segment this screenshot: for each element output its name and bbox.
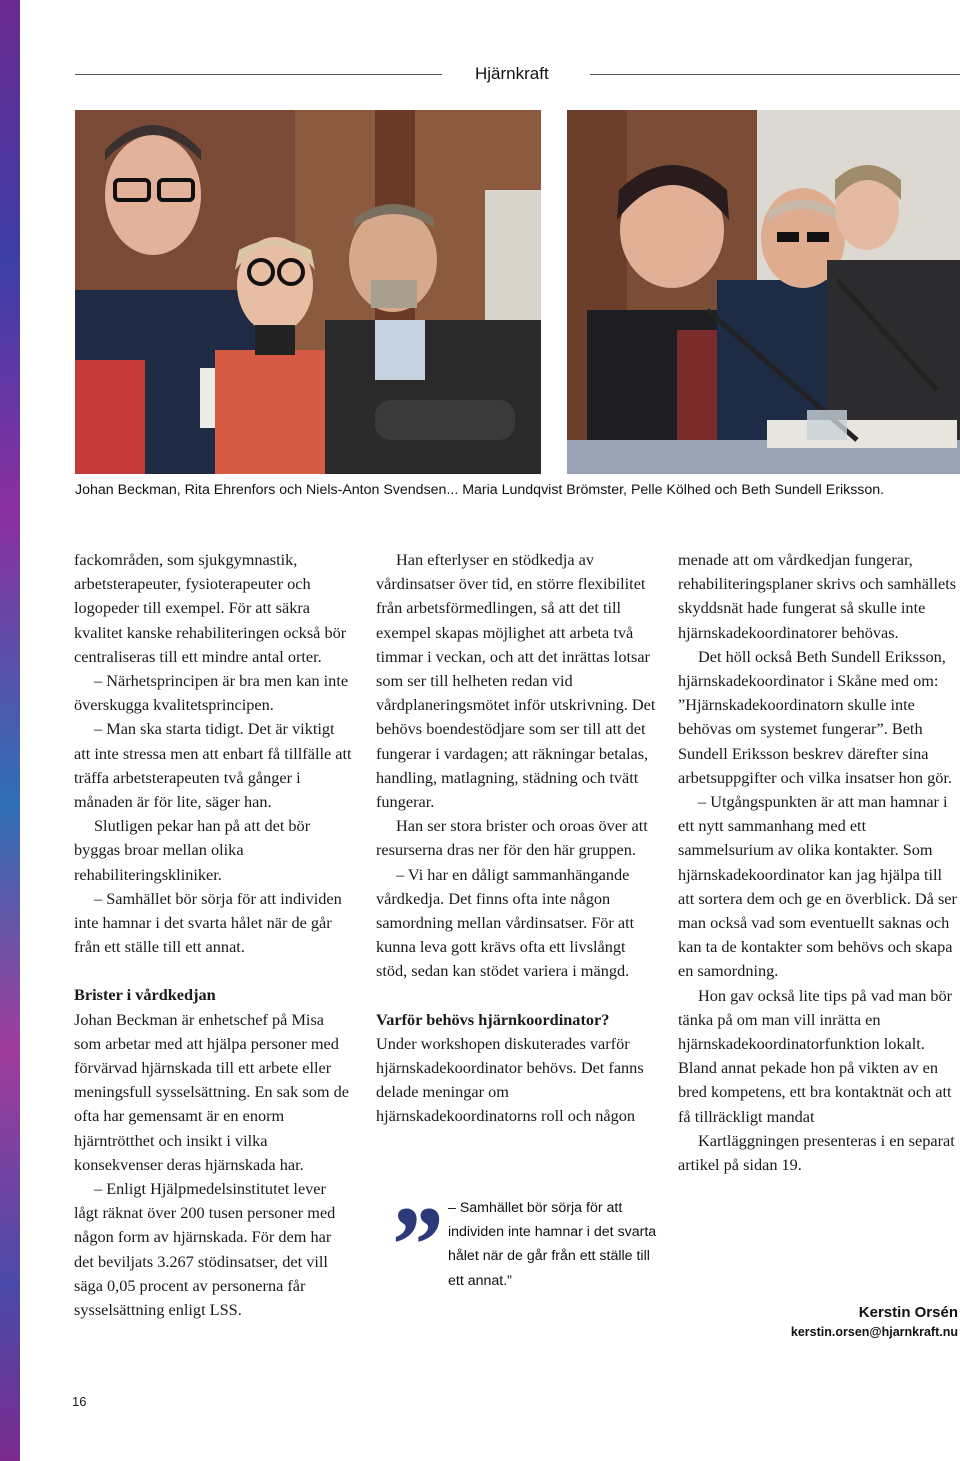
page-number: 16: [72, 1394, 87, 1409]
author-byline: [791, 1304, 958, 1339]
decorative-side-strip: [0, 0, 20, 1461]
photo-right-panel: [567, 110, 960, 474]
photo-caption: Johan Beckman, Rita Ehrenfors och Niels-Anton Svendsen... Maria Lundqvist Brömster, Pelle Kölhed och Beth Sundell Eriksson.: [75, 482, 885, 498]
author-email: kerstin.orsen@hjarnkraft.nu: [790, 1325, 958, 1339]
col3-paragraph: Det höll också Beth Sundell Eriksson, hjärnskadekoordinator i Skåne med om: ”Hjärnskadekoordinatorn skulle inte behövas om systemet fungerar”. Beth Sundell Eriksson beskrev därefter sina arbetsuppgifter och vilka insatser hon gör.: [678, 646, 952, 787]
col1-paragraph: Johan Beckman är enhetschef på Misa som arbetar med att hjälpa personer med förvärvad hjärnskada till ett arbete eller meningsfull sysselsättning. En sak som de ofta har gemensamt är en enorm hjärntrötthet och insikt i vilka konsekvenser deras hjärnskada har.: [74, 1009, 349, 1174]
col2-paragraph: Han ser stora brister och oroas över att resurserna dras ner för den här gruppen.: [376, 816, 648, 860]
photo-left-panel: [75, 110, 541, 474]
section-heading-brister: Brister i vårdkedjan: [74, 985, 216, 1005]
col1-quote-paragraph: – Enligt Hjälpmedelsinstitutet lever lågt räknat över 200 tusen personer med någon form av hjärnskada. För dem har det beviljats 3.267 stödinsatser, det vill säga 0,05 procent av personerna får sysselsättning enligt LSS.: [74, 1179, 336, 1320]
col3-paragraph: menade att om vårdkedjan fungerar, rehabiliteringsplaner skrivs och samhällets skyddsnät hade fungerat så skulle inte hjärnskadekoordinatorer behövas.: [678, 550, 957, 642]
article-column-3: [678, 548, 960, 1177]
quote-mark-icon: ”: [386, 1184, 441, 1306]
article-column-2: [376, 548, 658, 1129]
col2-quote-paragraph: – Vi har en dåligt sammanhängande vårdkedja. Det finns ofta inte någon samordning mellan vårdinsatser. För att kunna leva gott krävs ofta ett livslångt stöd, sedan kan stödet variera i mängd.: [376, 864, 635, 981]
article-column-1: [74, 548, 354, 1322]
header-rule-right: [590, 74, 960, 75]
col1-quote-paragraph: – Man ska starta tidigt. Det är viktigt att inte stressa men att enbart få tillfälle att träffa arbetsterapeuten två gånger i månaden är för lite, säger han.: [74, 719, 352, 812]
col2-paragraph: Han efterlyser en stödkedja av vårdinsatser över tid, en större flexibilitet från arbetsförmedlingen, så att det till exempel skapas möjlighet att arbeta två timmar i veckan, och att det inrättas lotsar som ser till helheten redan vid vårdplaneringsmötet inför utskrivning. Det behövs boendestödjare som ser till att det fungerar i vardagen; att räkningar betalas, handling, matlagning, städning och tvätt fungerar.: [376, 550, 656, 812]
magazine-title: Hjärnkraft: [475, 64, 549, 83]
col1-quote-paragraph: – Samhället bör sörja för att individen inte hamnar i det svarta hålet när de går från ett ställe till ett annat.: [74, 888, 342, 957]
col3-quote-paragraph: – Utgångspunkten är att man hamnar i ett nytt sammanhang med ett sammelsurium av olika kontakter. Som hjärnskadekoordinator kan jag hjälpa till att sortera dem och ge en överblick. Då ser man också vad som eventuellt saknas och kan ta de kontakter som behövs och skapa en samordning.: [678, 792, 957, 981]
col1-paragraph: fackområden, som sjukgymnastik, arbetsterapeuter, fysioterapeuter och logopeder till exempel. För att säkra kvalitet kanske rehabiliteringen också bör centraliseras till ett mindre antal orter.: [74, 550, 347, 666]
photo-left-image: [75, 110, 541, 474]
photo-right-image: [567, 110, 960, 474]
header-rule-left: [75, 74, 442, 75]
col1-paragraph: Slutligen pekar han på att det bör byggas broar mellan olika rehabiliteringskliniker.: [74, 816, 311, 884]
pull-quote: – Samhället bör sörja för att individen inte hamnar i det svarta hålet när de går från ett ställe till ett annat.”: [448, 1200, 657, 1289]
section-heading-varfor: Varför behövs hjärnkoordinator?: [376, 1009, 610, 1029]
col2-paragraph: Under workshopen diskuterades varför hjärnskadekoordinator behövs. Det fanns delade meningar om hjärnskadekoordinatorns roll och någon: [376, 1033, 644, 1126]
author-name: Kerstin Orsén: [858, 1304, 958, 1321]
col3-paragraph: Hon gav också lite tips på vad man bör tänka på om man vill inrätta en hjärnskadekoordinatorfunktion lokalt. Bland annat pekade hon på vikten av en bred kompetens, ett bra kontaktnät och att få tillräckligt mandat: [678, 985, 953, 1126]
col3-paragraph: Kartläggningen presenteras i en separat artikel på sidan 19.: [678, 1130, 955, 1175]
col1-quote-paragraph: – Närhetsprincipen är bra men kan inte överskugga kvalitetsprincipen.: [74, 671, 349, 715]
